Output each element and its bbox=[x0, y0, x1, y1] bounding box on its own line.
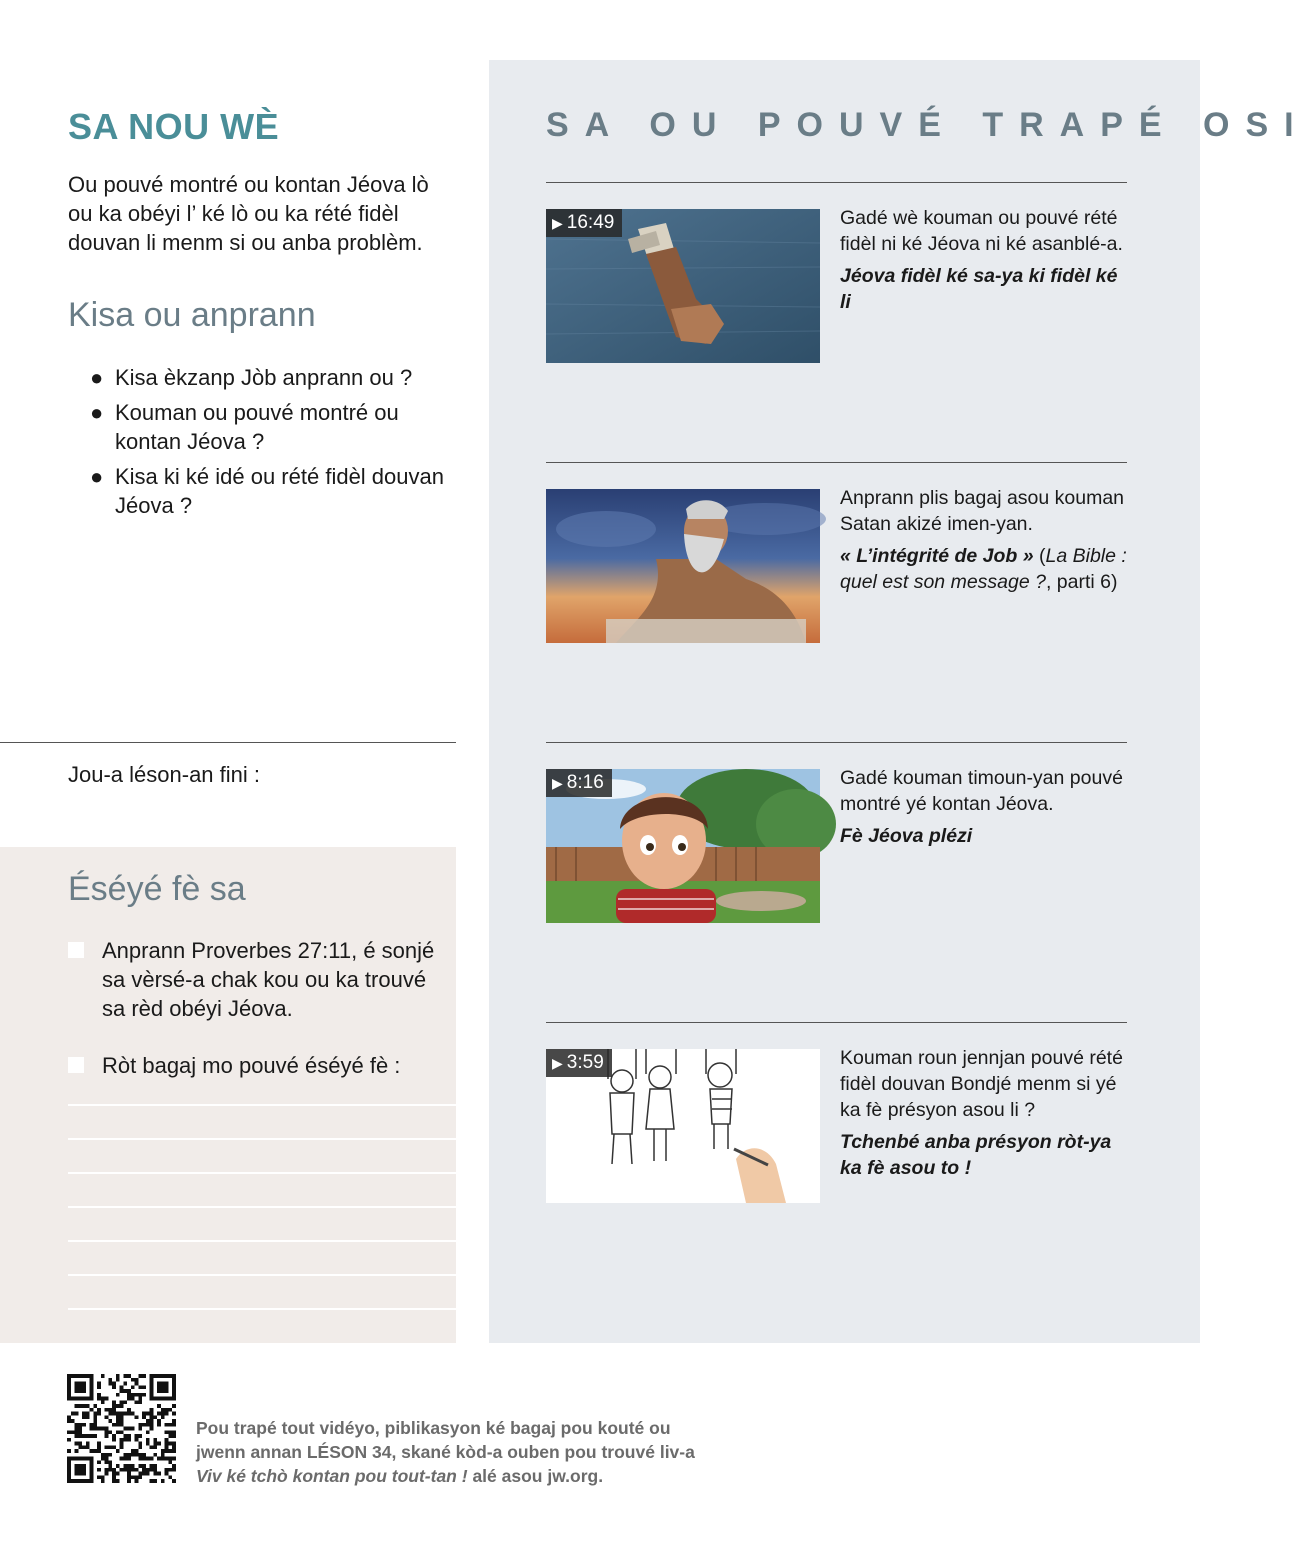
lesson-finished-label[interactable]: Jou-a léson-an fini : bbox=[68, 762, 260, 787]
write-line[interactable] bbox=[68, 1206, 456, 1208]
write-line[interactable] bbox=[68, 1308, 456, 1310]
write-line[interactable] bbox=[68, 1172, 456, 1174]
video-description: Gadé kouman timoun-yan pouvé montré yé kontan Jéova. Fè Jéova plézi bbox=[840, 765, 1130, 849]
video-thumbnail-puppets[interactable] bbox=[546, 1049, 820, 1203]
review-heading: Kisa ou anprann bbox=[68, 296, 316, 334]
video-title-link[interactable]: Tchenbé anba présyon ròt-ya ka fè asou to ! bbox=[840, 1131, 1112, 1179]
review-question: ● Kouman ou pouvé montré ou kontan Jéova ? bbox=[90, 400, 399, 454]
video-description: Kouman roun jennjan pouvé rété fidèl douvan Bondjé menm si yé ka fè présyon asou li ? Tchenbé anba présyon ròt-ya ka fè asou to ! bbox=[840, 1045, 1130, 1181]
try-item: Ròt bagaj mo pouvé éséyé fè : bbox=[68, 1051, 438, 1080]
video-description: Gadé wè kouman ou pouvé rété fidèl ni ké Jéova ni ké asanblé-a. Jéova fidèl ké sa-ya ki fidèl ké li bbox=[840, 205, 1130, 315]
video-thumbnail-handshake[interactable] bbox=[546, 209, 820, 363]
play-icon: ▶ bbox=[552, 215, 563, 231]
video-description: Anprann plis bagaj asou kouman Satan akizé imen-yan. « L’intégrité de Job » (La Bible : quel est son message ?, parti 6) bbox=[840, 485, 1130, 595]
summary-text: Ou pouvé montré ou kontan Jéova lò ou ka obéyi l’ ké lò ou ka rété fidèl douvan li menm si ou anba problèm. bbox=[68, 172, 429, 255]
resources-heading: SA OU POUVÉ TRAPÉ OSI bbox=[546, 106, 1310, 144]
video-thumbnail-job[interactable] bbox=[546, 489, 820, 643]
write-line[interactable] bbox=[68, 1274, 456, 1276]
video-duration: ▶ 16:49 bbox=[546, 209, 622, 237]
video-duration: ▶ 3:59 bbox=[546, 1049, 612, 1077]
review-question: ● Kisa ki ké idé ou rété fidèl douvan Jéova ? bbox=[90, 464, 444, 518]
bullet-icon: ● bbox=[90, 400, 104, 425]
video-thumbnail-boy[interactable] bbox=[546, 769, 820, 923]
review-questions bbox=[90, 363, 450, 526]
try-this-panel bbox=[0, 847, 456, 1343]
try-item: Anprann Proverbes 27:11, é sonjé sa vèrsé-a chak kou ou ka trouvé sa rèd obéyi Jéova. bbox=[68, 936, 438, 1023]
footer-note: Pou trapé tout vidéyo, piblikasyon ké bagaj pou kouté ou jwenn annan LÉSON 34, skané kòd-a ouben pou trouvé liv-a Viv ké tchò kontan pou tout-tan ! alé asou jw.org. bbox=[196, 1418, 695, 1486]
divider bbox=[0, 742, 456, 743]
qr-code-graphic bbox=[67, 1374, 176, 1483]
bullet-icon: ● bbox=[90, 464, 104, 489]
play-icon: ▶ bbox=[552, 775, 563, 791]
review-question: ● Kisa èkzanp Jòb anprann ou ? bbox=[90, 365, 413, 390]
video-title-link[interactable]: Fè Jéova plézi bbox=[840, 825, 973, 847]
book-title[interactable]: Viv ké tchò kontan pou tout-tan ! bbox=[196, 1466, 468, 1486]
qr-code-icon[interactable] bbox=[67, 1374, 176, 1483]
checkbox-icon[interactable] bbox=[68, 942, 84, 958]
video-title-link[interactable]: Jéova fidèl ké sa-ya ki fidèl ké li bbox=[840, 265, 1118, 313]
divider bbox=[546, 462, 1127, 463]
write-line[interactable] bbox=[68, 1104, 456, 1106]
divider bbox=[546, 182, 1127, 183]
job-thumbnail-icon bbox=[546, 489, 820, 643]
checkbox-icon[interactable] bbox=[68, 1057, 84, 1073]
divider bbox=[546, 1022, 1127, 1023]
write-line[interactable] bbox=[68, 1138, 456, 1140]
try-this-heading: Éséyé fè sa bbox=[68, 870, 246, 908]
video-duration: ▶ 8:16 bbox=[546, 769, 612, 797]
play-icon: ▶ bbox=[552, 1055, 563, 1071]
article-reference[interactable]: « L’intégrité de Job » (La Bible : quel est son message ?, parti 6) bbox=[840, 545, 1127, 593]
bullet-icon: ● bbox=[90, 365, 104, 390]
summary-heading: SA NOU WÈ bbox=[68, 106, 280, 147]
divider bbox=[546, 742, 1127, 743]
write-line[interactable] bbox=[68, 1240, 456, 1242]
